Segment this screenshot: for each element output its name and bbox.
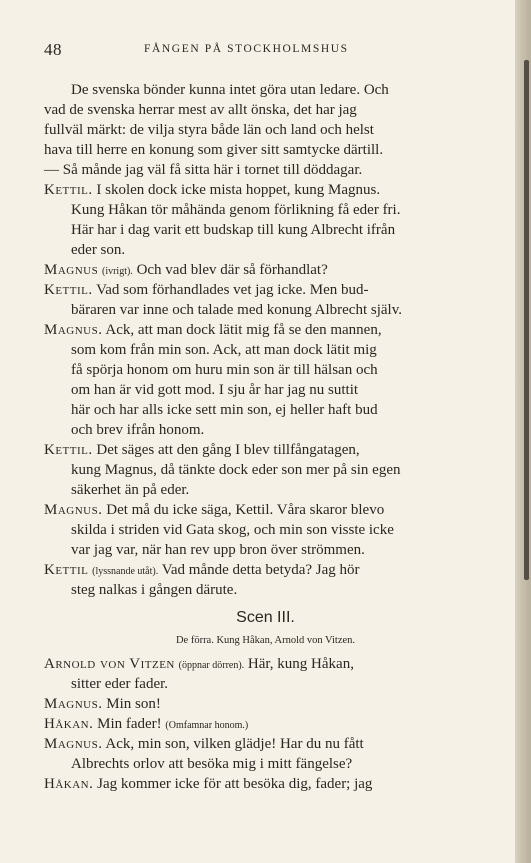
text-line: kung Magnus, då tänkte dock eder son mer på sin egen [71,462,401,478]
text-line: bäraren var inne och talade med konung Albrecht själv. [71,302,402,318]
text-line: eder son. [71,242,126,258]
dialogue-line [44,320,487,340]
speaker-name: Kettil [44,562,89,578]
dialogue-line [44,774,487,794]
speaker-name: Magnus. [44,502,103,518]
dialogue-line [44,734,487,754]
speaker-name: Magnus. [44,322,103,338]
stage-direction: (öppnar dörren). [178,660,245,671]
text-line: få spörja honom om huru min son är till hälsan och [71,362,378,378]
text-line: säkerhet än på eder. [71,482,190,498]
text-line: om han är vid gott mod. I sju år har jag nu suttit [71,382,359,398]
speaker-name: Magnus. [44,736,103,752]
speaker-name: Håkan. [44,716,94,732]
dialogue-text: Och vad blev där så förhandlat? [136,262,328,278]
scene-persons: De förra. Kung Håkan, Arnold von Vitzen. [175,635,356,646]
text-line: här och har alls icke sett min son, ej heller haft bud [71,402,378,418]
text-line: steg nalkas i gången därute. [71,582,238,598]
speaker-name: Kettil. [44,442,93,458]
speaker-name: Magnus [44,262,99,278]
dialogue-text: Här, kung Håkan, [247,656,354,672]
dialogue-line [44,694,487,714]
dialogue-line [44,654,487,674]
dialogue-text: Vad månde detta betyda? Jag hör [161,562,360,578]
dialogue-line [44,440,487,460]
dialogue-line [44,260,487,280]
speaker-name: Håkan. [44,776,94,792]
text-line: Albrechts orlov att besöka mig i mitt fängelse? [71,756,353,772]
page-body [44,80,487,794]
dialogue-text: Min fader! [97,716,162,732]
dialogue-text: Ack, min son, vilken glädje! Har du nu fått [105,736,364,752]
stage-direction: (lyssnande utåt). [92,566,159,577]
text-line: vad de svenska herrar mest av allt önska, det har jag [44,102,357,118]
running-head: FÅNGEN PÅ STOCKHOLMSHUS [144,43,349,55]
book-edge [515,0,531,863]
dialogue-line [44,500,487,520]
dialogue-line [44,280,487,300]
text-line: — Så månde jag väl få sitta här i tornet till döddagar. [44,162,363,178]
page-number: 48 [44,40,62,59]
dialogue-line [44,560,487,580]
speaker-name: Arnold von Vitzen [44,656,175,672]
text-line: Kung Håkan tör måhända genom förlikning få eder fri. [71,202,401,218]
dialogue-text: Det må du icke säga, Kettil. Våra skaror blevo [106,502,385,518]
speaker-name: Kettil. [44,182,93,198]
dialogue-text: Jag kommer icke för att besöka dig, fader; jag [97,776,373,792]
dialogue-text: Ack, att man dock lätit mig få se den mannen, [105,322,382,338]
dialogue-text: Vad som förhandlades vet jag icke. Men bud- [96,282,369,298]
dialogue-text: I skolen dock icke mista hoppet, kung Magnus. [96,182,381,198]
text-line: hava till herre en konung som giver sitt samtycke därtill. [44,142,384,158]
text-line: Här har i dag varit ett budskap till kung Albrecht ifrån [71,222,396,238]
dialogue-line [44,180,487,200]
text-line: som kom från min son. Ack, att man dock lätit mig [71,342,377,358]
text-line: De svenska bönder kunna intet göra utan ledare. Och [71,82,389,98]
text-line: sitter eder fader. [71,676,169,692]
text-line: skilda i striden vid Gata skog, och min son visste icke [71,522,394,538]
speaker-name: Magnus. [44,696,103,712]
stage-direction: (Omfamnar honom.) [165,720,249,731]
text-line: var jag var, när han rev upp bron över strömmen. [71,542,365,558]
text-line: fullväl märkt: de vilja styra både län och land och helst [44,122,374,138]
dialogue-text: Min son! [106,696,161,712]
scene-title: Scen III. [236,609,295,626]
dialogue-line [44,714,487,734]
stage-direction: (ivrigt). [101,266,133,277]
speaker-name: Kettil. [44,282,93,298]
dialogue-text: Det säges att den gång I blev tillfångatagen, [96,442,360,458]
text-line: och brev ifrån honom. [71,422,205,438]
page-header [44,40,471,60]
